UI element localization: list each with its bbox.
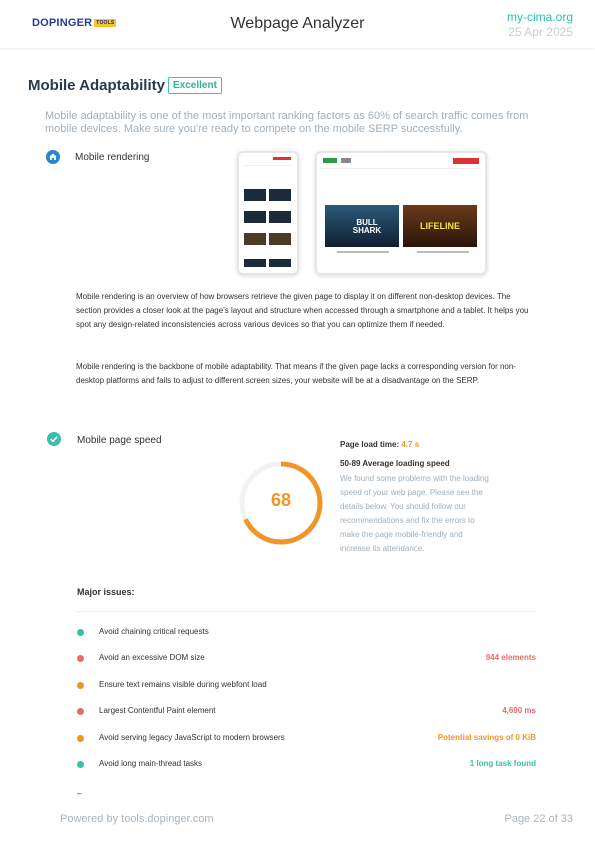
issue-value: 1 long task found xyxy=(469,759,536,768)
issue-row xyxy=(77,758,536,772)
status-dot xyxy=(77,655,84,662)
footer-page-number: Page 22 of 33 xyxy=(504,813,573,825)
issue-row xyxy=(77,732,536,746)
issue-row xyxy=(77,679,536,693)
issue-text: Avoid long main-thread tasks xyxy=(99,759,203,768)
issue-row xyxy=(77,626,536,640)
issue-text: Avoid serving legacy JavaScript to modern browsers xyxy=(99,733,285,742)
issue-text: Avoid an excessive DOM size xyxy=(99,653,205,662)
issue-text: Largest Contentful Paint element xyxy=(99,706,216,715)
page-title: Webpage Analyzer xyxy=(230,15,365,32)
status-dot xyxy=(77,761,84,768)
home-icon xyxy=(46,150,60,164)
check-circle-icon xyxy=(47,432,61,446)
issue-value: 944 elements xyxy=(485,653,536,662)
speed-description: We found some problems with the loading speed of your web page. Please see the details below. You should follow our recommendations and fix the errors to make the page mobile-friendly and increase its attendance. xyxy=(340,474,489,553)
issue-text: Avoid chaining critical requests xyxy=(99,627,209,636)
tablet-card-title: LIFELINE xyxy=(420,221,460,231)
site-domain: my-cima.org xyxy=(506,10,573,24)
major-issues-title: Major issues: xyxy=(77,587,135,597)
mobile-rendering-label: Mobile rendering xyxy=(75,152,150,163)
logo-badge: TOOLS xyxy=(96,20,115,27)
status-dot xyxy=(77,682,84,689)
section-title: Mobile Adaptability xyxy=(28,77,165,94)
rendering-paragraph-2: Mobile rendering is the backbone of mobile adaptability. That means if the given page lacks a corresponding version for non-desktop platforms and fails to adjust to different screen sizes, your website will be at a disadvantage on the SERP. xyxy=(76,362,516,385)
logo-text: DOPINGER xyxy=(32,17,93,29)
trailing-dash: – xyxy=(77,789,82,798)
phone-preview xyxy=(237,151,299,275)
speed-range-label: 50-89 Average loading speed xyxy=(340,459,450,468)
status-dot xyxy=(77,708,84,715)
divider xyxy=(77,611,536,612)
load-time-label: Page load time: xyxy=(340,440,400,449)
load-time-value: 4.7 s xyxy=(401,440,420,449)
issue-value: Potential savings of 0 KiB xyxy=(437,733,536,742)
footer-powered-by[interactable]: Powered by tools.dopinger.com xyxy=(60,813,214,825)
status-badge: Excellent xyxy=(168,77,222,94)
issue-row xyxy=(77,652,536,666)
status-dot xyxy=(77,735,84,742)
page-load-time xyxy=(340,440,419,449)
speed-score-value: 68 xyxy=(270,490,292,510)
report-date: 25 Apr 2025 xyxy=(508,25,573,39)
issue-value: 4,690 ms xyxy=(502,706,536,715)
rendering-paragraph-1: Mobile rendering is an overview of how browsers retrieve the given page to display it on different non-desktop devices. The section provides a closer look at the page's layout and structure when accessed through a smartphone and a tablet. It helps you spot any design-related inconsistencies across various devices so that you can optimize them if needed. xyxy=(76,292,529,329)
mobile-speed-label: Mobile page speed xyxy=(77,435,162,446)
issue-row xyxy=(77,705,536,719)
status-dot xyxy=(77,629,84,636)
issue-text: Ensure text remains visible during webfont load xyxy=(99,680,267,689)
tablet-card-title: BULL SHARK xyxy=(352,218,382,235)
page-header xyxy=(0,0,595,48)
section-intro: Mobile adaptability is one of the most important ranking factors as 60% of search traffic comes from mobile devices. Make sure you're ready to compete on the mobile SERP successfully. xyxy=(45,110,529,135)
tablet-preview xyxy=(315,151,487,275)
